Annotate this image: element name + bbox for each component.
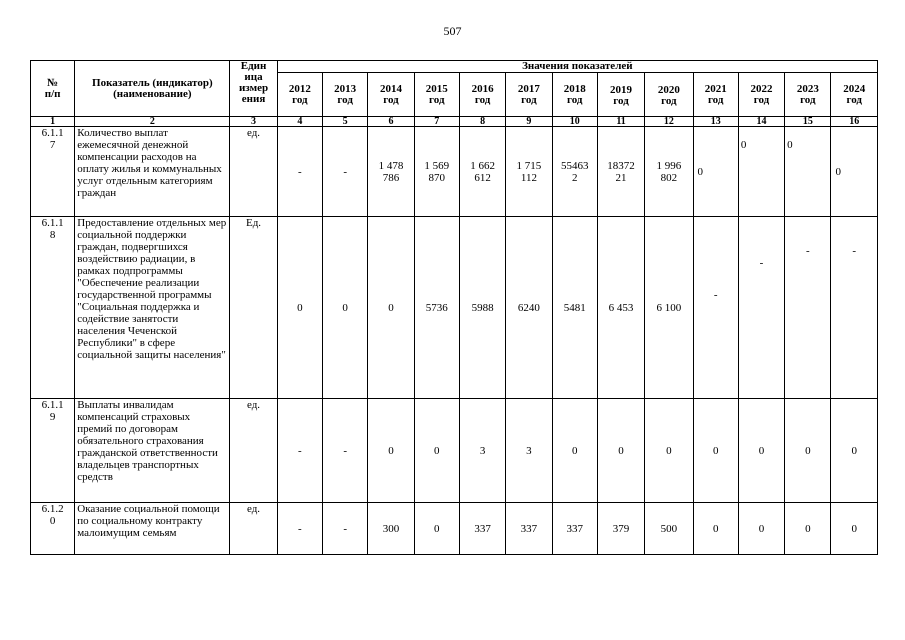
value-cell-2018: 337 xyxy=(552,503,597,555)
value-cell-2012: 0 xyxy=(277,217,322,399)
value-cell-2015: 0 xyxy=(414,399,459,503)
value-cell-2017: 337 xyxy=(506,503,552,555)
column-number: 16 xyxy=(831,117,878,127)
value-cell-2016: 3 xyxy=(459,399,505,503)
value-cell-2015: 0 xyxy=(414,503,459,555)
header-number: № п/п xyxy=(31,61,75,117)
column-number: 8 xyxy=(459,117,505,127)
page-number: 507 xyxy=(443,24,462,38)
table-row xyxy=(31,503,878,555)
value-cell-2019: 379 xyxy=(597,503,644,555)
row-code: 6.1.1 8 xyxy=(31,217,75,399)
table-body xyxy=(31,127,878,555)
value-cell-2022: 0 xyxy=(738,127,784,217)
column-number: 3 xyxy=(230,117,277,127)
row-indicator-name: Предоставление отдельных мер социальной поддержки граждан, подвергшихся воздействию радиации, в рамках подпрограммы "Обеспечение реализации государственной программы "Социальная поддержка и содействие занятости населения Чеченской Республики" в сфере социальной защиты населения" xyxy=(75,217,230,399)
value-cell-2024: 0 xyxy=(831,399,878,503)
column-number: 2 xyxy=(75,117,230,127)
value-cell-2020: 1 996 802 xyxy=(645,127,693,217)
value-cell-2017: 1 715 112 xyxy=(506,127,552,217)
row-code: 6.1.1 9 xyxy=(31,399,75,503)
column-number: 4 xyxy=(277,117,322,127)
value-cell-2012: - xyxy=(277,399,322,503)
value-cell-2019: 0 xyxy=(597,399,644,503)
value-cell-2024: 0 xyxy=(831,503,878,555)
value-cell-2012: - xyxy=(277,503,322,555)
value-cell-2012: - xyxy=(277,127,322,217)
year-header-2014: 2014 год xyxy=(368,73,414,117)
header-unit: Един ица измер ения xyxy=(230,61,277,117)
year-header-2021: 2021 год xyxy=(693,73,738,117)
value-cell-2013: - xyxy=(323,127,368,217)
value-cell-2023: - xyxy=(785,217,831,399)
column-number: 1 xyxy=(31,117,75,127)
value-cell-2021: - xyxy=(693,217,738,399)
value-cell-2013: - xyxy=(323,503,368,555)
value-cell-2017: 3 xyxy=(506,399,552,503)
value-cell-2019: 18372 21 xyxy=(597,127,644,217)
value-cell-2015: 5736 xyxy=(414,217,459,399)
header-indicator: Показатель (индикатор) (наименование) xyxy=(75,61,230,117)
value-cell-2022: 0 xyxy=(738,399,784,503)
year-header-2018: 2018 год xyxy=(552,73,597,117)
indicators-table xyxy=(30,60,878,555)
column-number: 15 xyxy=(785,117,831,127)
header-values-title: Значения показателей xyxy=(277,61,877,73)
column-number: 14 xyxy=(738,117,784,127)
value-cell-2023: 0 xyxy=(785,399,831,503)
value-cell-2023: 0 xyxy=(785,503,831,555)
value-cell-2016: 5988 xyxy=(459,217,505,399)
row-code: 6.1.2 0 xyxy=(31,503,75,555)
year-header-2016: 2016 год xyxy=(459,73,505,117)
year-header-2013: 2013 год xyxy=(323,73,368,117)
value-cell-2020: 0 xyxy=(645,399,693,503)
value-cell-2013: 0 xyxy=(323,217,368,399)
value-cell-2021: 0 xyxy=(693,127,738,217)
value-cell-2022: 0 xyxy=(738,503,784,555)
value-cell-2022: - xyxy=(738,217,784,399)
value-cell-2021: 0 xyxy=(693,503,738,555)
value-cell-2014: 1 478 786 xyxy=(368,127,414,217)
column-number: 7 xyxy=(414,117,459,127)
value-cell-2020: 6 100 xyxy=(645,217,693,399)
value-cell-2018: 0 xyxy=(552,399,597,503)
value-cell-2018: 55463 2 xyxy=(552,127,597,217)
row-unit: ед. xyxy=(230,127,277,217)
value-cell-2014: 0 xyxy=(368,399,414,503)
year-header-2015: 2015 год xyxy=(414,73,459,117)
table-row xyxy=(31,127,878,217)
column-number: 10 xyxy=(552,117,597,127)
table-row xyxy=(31,217,878,399)
year-header-2012: 2012 год xyxy=(277,73,322,117)
value-cell-2015: 1 569 870 xyxy=(414,127,459,217)
table-row xyxy=(31,399,878,503)
row-unit: ед. xyxy=(230,399,277,503)
year-header-2019: 2019 год xyxy=(597,73,644,117)
value-cell-2020: 500 xyxy=(645,503,693,555)
row-unit: Ед. xyxy=(230,217,277,399)
column-number: 11 xyxy=(597,117,644,127)
value-cell-2017: 6240 xyxy=(506,217,552,399)
column-number: 5 xyxy=(323,117,368,127)
value-cell-2024: - xyxy=(831,217,878,399)
column-number: 6 xyxy=(368,117,414,127)
year-header-2017: 2017 год xyxy=(506,73,552,117)
row-indicator-name: Выплаты инвалидам компенсаций страховых премий по договорам обязательного страхования гражданской ответственности владельцев транспортных средств xyxy=(75,399,230,503)
row-indicator-name: Оказание социальной помощи по социальному контракту малоимущим семьям xyxy=(75,503,230,555)
value-cell-2014: 0 xyxy=(368,217,414,399)
value-cell-2021: 0 xyxy=(693,399,738,503)
row-unit: ед. xyxy=(230,503,277,555)
column-number: 9 xyxy=(506,117,552,127)
year-header-2024: 2024 год xyxy=(831,73,878,117)
column-number: 13 xyxy=(693,117,738,127)
value-cell-2014: 300 xyxy=(368,503,414,555)
year-header-2020: 2020 год xyxy=(645,73,693,117)
row-code: 6.1.1 7 xyxy=(31,127,75,217)
value-cell-2019: 6 453 xyxy=(597,217,644,399)
column-number: 12 xyxy=(645,117,693,127)
value-cell-2013: - xyxy=(323,399,368,503)
value-cell-2024: 0 xyxy=(831,127,878,217)
value-cell-2016: 1 662 612 xyxy=(459,127,505,217)
year-header-2022: 2022 год xyxy=(738,73,784,117)
value-cell-2018: 5481 xyxy=(552,217,597,399)
year-header-2023: 2023 год xyxy=(785,73,831,117)
value-cell-2023: 0 xyxy=(785,127,831,217)
row-indicator-name: Количество выплат ежемесячной денежной компенсации расходов на оплату жилья и коммунальных услуг отдельным категориям граждан xyxy=(75,127,230,217)
value-cell-2016: 337 xyxy=(459,503,505,555)
column-numbers-row xyxy=(31,117,878,127)
